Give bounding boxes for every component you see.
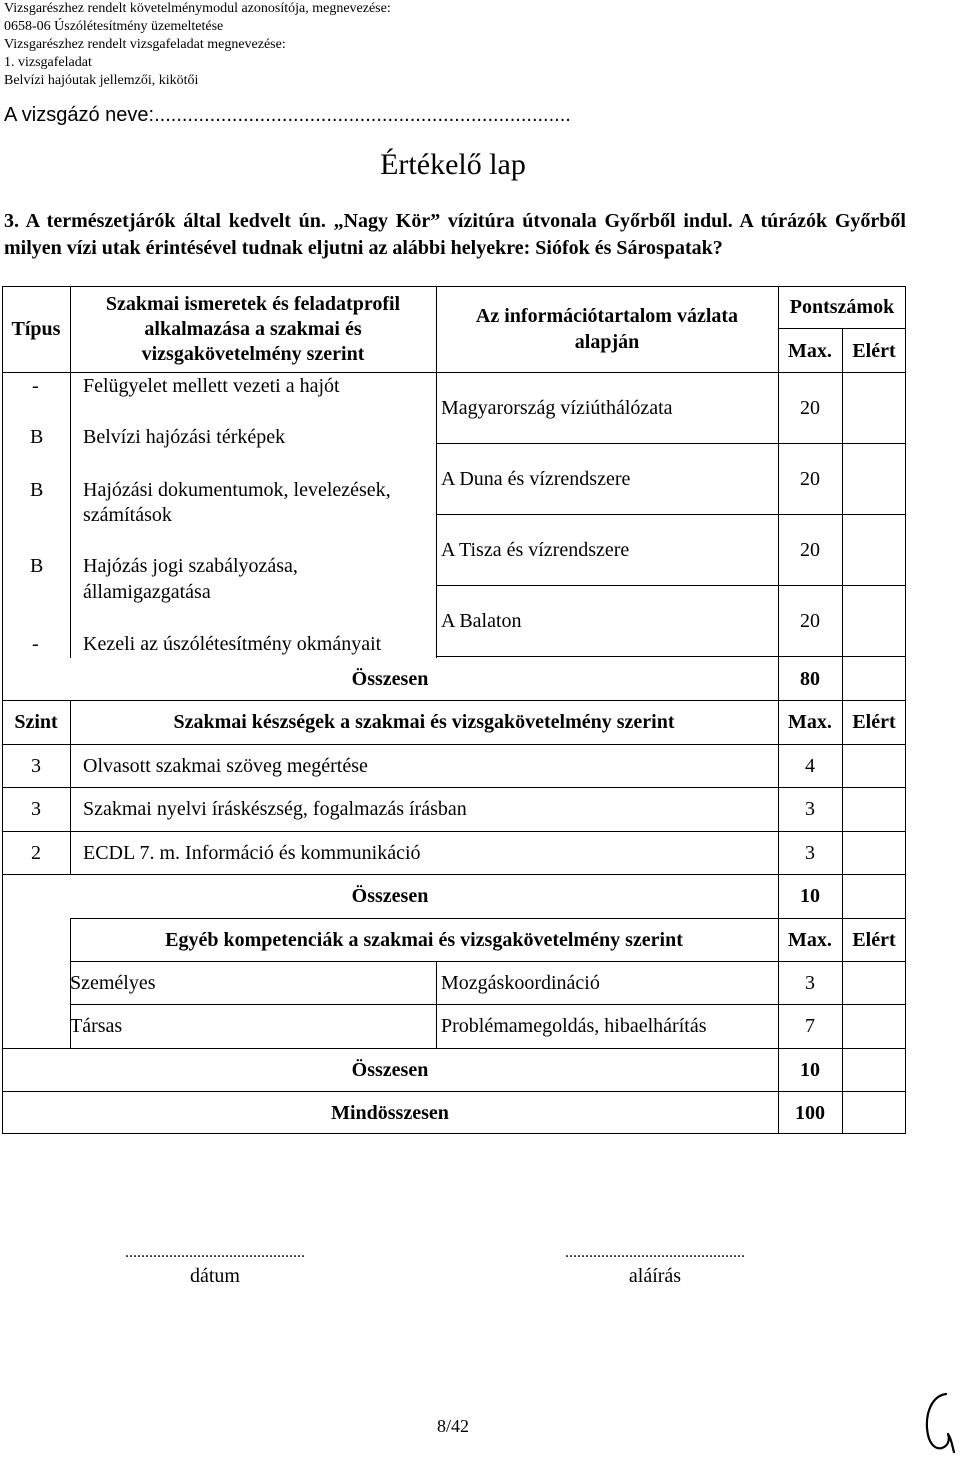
other-text-1: Mozgáskoordináció [441,972,600,994]
skill-max-1: 4 [805,755,815,777]
module-id-label: Vizsgarészhez rendelt követelménymodul azonosítója, megnevezése: [4,1,391,16]
profile-text-2: Belvízi hajózási térképek [83,426,286,448]
other-max-header: Max. [788,929,832,951]
candidate-name-line[interactable]: A vizsgázó neve:........................................................................... [4,104,571,126]
profile-type-5: - [32,633,39,655]
profile-text-1: Felügyelet mellett vezeti a hajót [83,375,340,397]
date-line[interactable]: ............................................. [125,1244,305,1261]
other-category-1: Személyes [70,972,156,994]
other-text-2: Problémamegoldás, hibaelhárítás [441,1015,707,1037]
page-title: Értékelő lap [380,148,526,181]
skills-header: Szakmai készségek a szakmai és vizsgakövetelmény szerint [173,711,675,733]
subtotal-skills-max: 10 [800,885,820,907]
other-max-1: 3 [805,972,815,994]
subtotal-knowledge-max: 80 [800,668,820,690]
points-header: Pontszámok [789,296,895,318]
subtotal-other-label: Összesen [351,1059,429,1081]
skill-level-1: 3 [31,755,41,777]
achieved-header: Elért [852,340,896,362]
date-label: dátum [190,1265,240,1287]
signature-line[interactable]: ............................................. [565,1244,745,1261]
info-header-line1: Az információtartalom vázlata [475,305,739,327]
profile-header-line3: vizsgakövetelmény szerint [141,343,365,365]
profile-text-3b: számítások [83,504,172,526]
grand-total-label: Mindösszesen [331,1102,449,1124]
profile-text-4: Hajózás jogi szabályozása, [83,555,298,577]
skill-level-3: 2 [31,842,41,864]
max-header: Max. [788,340,832,362]
info-max-1: 20 [800,397,820,419]
skills-max-header: Max. [788,711,832,733]
profile-text-4b: államigazgatása [83,581,211,603]
subtotal-other-max: 10 [800,1059,820,1081]
skill-max-3: 3 [805,842,815,864]
task-name: Belvízi hajóutak jellemzői, kikötői [4,73,199,88]
page-number: 8/42 [436,1416,469,1436]
info-text-1: Magyarország víziúthálózata [441,397,673,419]
task-question: 3. A természetjárók által kedvelt ún. „Nagy Kör” vízitúra útvonala Győrből indul. A túrázók Győrből milyen vízi utak érintésével tudnak eljutni az alábbi helyekre: Siófok és Sárospatak? [4,210,906,259]
profile-type-1: - [32,375,39,397]
level-column-header: Szint [14,711,58,733]
other-max-2: 7 [805,1015,815,1037]
task-name-label: Vizsgarészhez rendelt vizsgafeladat megnevezése: [4,37,286,52]
grand-total-achieved[interactable] [842,1091,906,1133]
skill-text-2: Szakmai nyelvi íráskészség, fogalmazás írásban [83,798,467,820]
profile-header-line2: alkalmazása a szakmai és [144,318,362,340]
skill-level-2: 3 [31,798,41,820]
other-category-2: Társas [70,1015,123,1037]
profile-text-3: Hajózási dokumentumok, levelezések, [83,479,391,501]
info-text-3: A Tisza és vízrendszere [441,539,630,561]
info-text-2: A Duna és vízrendszere [441,468,631,490]
profile-type-3: B [30,479,44,501]
grand-total-max: 100 [795,1102,825,1124]
info-max-4: 20 [800,610,820,632]
info-max-3: 20 [800,539,820,561]
info-max-2: 20 [800,468,820,490]
skill-text-1: Olvasott szakmai szöveg megértése [83,755,368,777]
other-achieved-header: Elért [852,929,896,951]
other-competencies-header: Egyéb kompetenciák a szakmai és vizsgakövetelmény szerint [165,929,683,951]
subtotal-knowledge-achieved[interactable] [842,658,906,700]
handwritten-initial [918,1388,958,1458]
type-column-header: Típus [11,318,61,340]
subtotal-knowledge-label: Összesen [351,668,429,690]
info-header-line2: alapján [574,331,640,353]
skills-achieved-header: Elért [852,711,896,733]
subtotal-skills-label: Összesen [351,885,429,907]
info-text-4: A Balaton [441,610,522,632]
task-number: 1. vizsgafeladat [4,55,92,70]
signature-label: aláírás [628,1265,682,1287]
module-name: 0658-06 Úszólétesítmény üzemeltetése [4,19,224,34]
profile-type-4: B [30,555,44,577]
profile-header-line1: Szakmai ismeretek és feladatprofil [105,293,401,315]
skill-max-2: 3 [805,798,815,820]
skill-text-3: ECDL 7. m. Információ és kommunikáció [83,842,421,864]
profile-type-2: B [30,426,44,448]
profile-text-5: Kezeli az úszólétesítmény okmányait [83,633,382,655]
